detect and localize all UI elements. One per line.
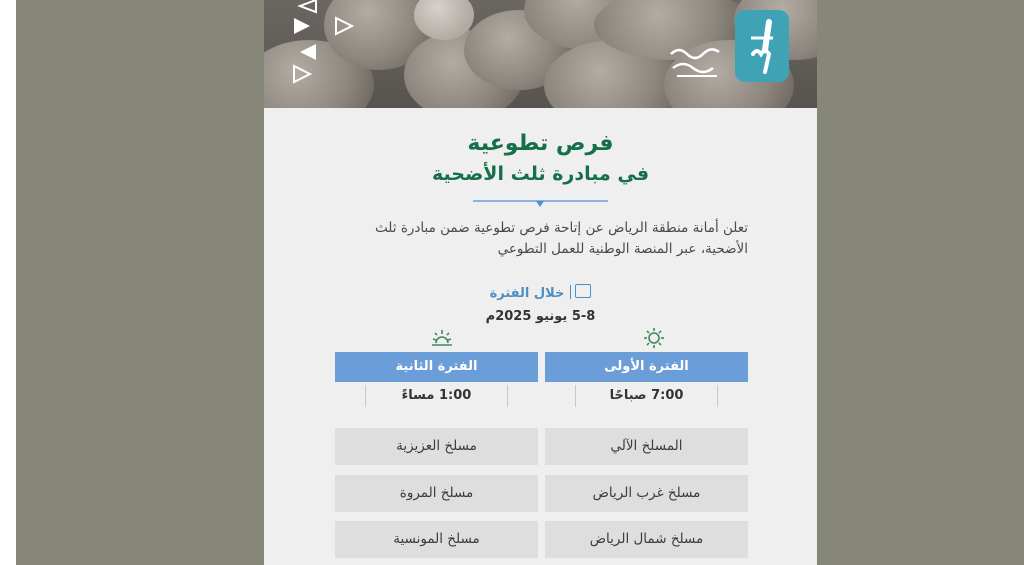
- location-item: مسلخ غرب الرياض: [545, 475, 748, 512]
- calendar-icon: [575, 284, 591, 298]
- sheep-photo-header: [264, 0, 817, 108]
- poster-title: فرص تطوعية: [467, 131, 614, 156]
- period-label-text: خلال الفترة: [489, 286, 565, 301]
- location-item: مسلخ العزيزية: [335, 428, 538, 465]
- logo-wordmark-icon: [665, 38, 725, 82]
- divider-marker-icon: [536, 201, 544, 207]
- location-item: مسلخ شمال الرياض: [545, 521, 748, 558]
- poster: [264, 0, 817, 565]
- location-item: مسلخ المونسية: [335, 521, 538, 558]
- intro-text: تعلن أمانة منطقة الرياض عن إتاحة فرص تطوعية ضمن مبادرة ثلث الأضحية، عبر المنصة الوطنية للعمل التطوعي: [375, 220, 748, 257]
- date-range: 5-8 يونيو 2025م: [485, 309, 596, 324]
- logo-icon: [735, 10, 789, 82]
- location-item: مسلخ المروة: [335, 475, 538, 512]
- sun-icon: [642, 327, 666, 349]
- shift-first-header: الفترة الأولى: [545, 352, 748, 382]
- period-heading: [264, 284, 817, 301]
- shift-second-header: الفترة الثانية: [335, 352, 538, 382]
- location-item: المسلخ الآلي: [545, 428, 748, 465]
- shift-second-time: 1:00 مساءً: [335, 385, 538, 407]
- arrow-decor-icon: [286, 0, 366, 108]
- shift-first-time: 7:00 صباحًا: [545, 385, 748, 407]
- sunset-icon: [430, 327, 454, 349]
- poster-subtitle: في مبادرة ثلث الأضحية: [431, 163, 650, 185]
